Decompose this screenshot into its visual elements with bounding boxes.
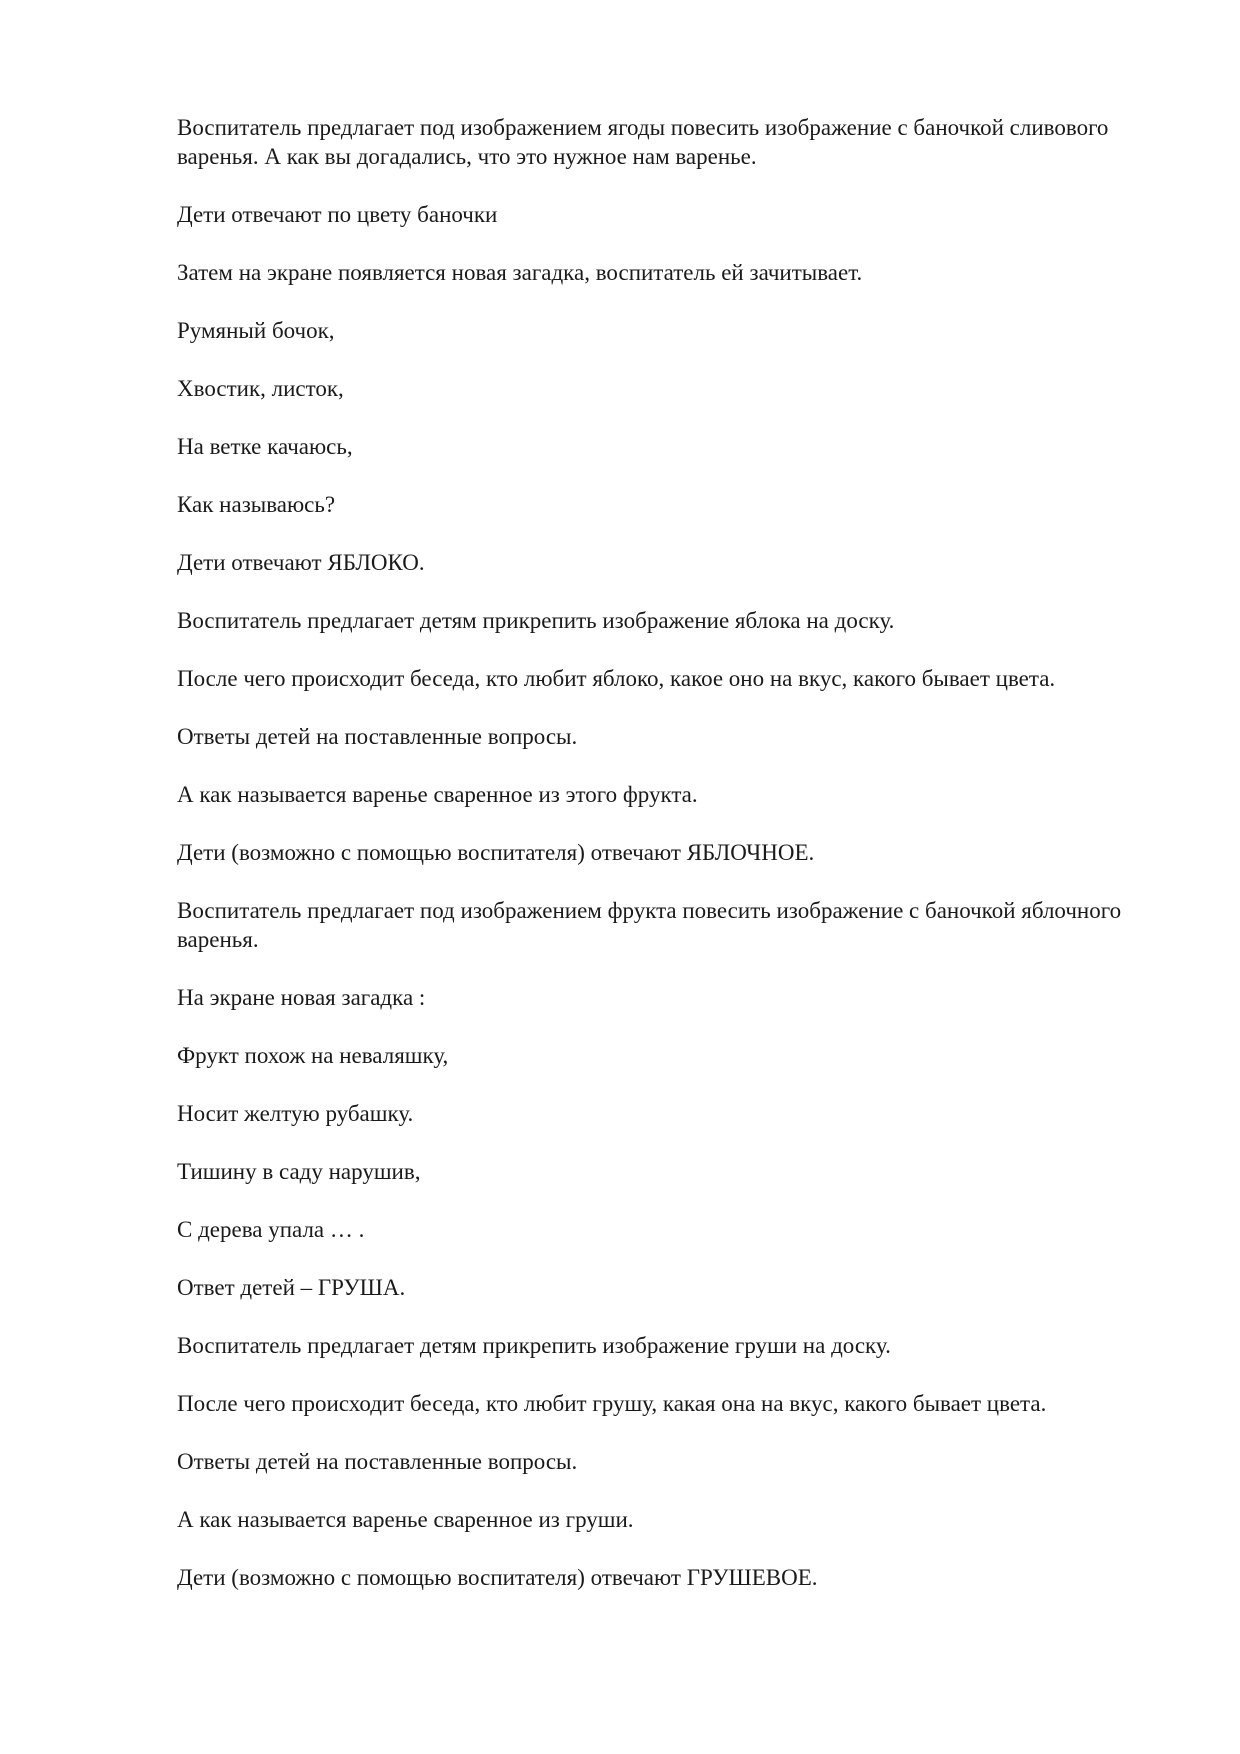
riddle-line: Фрукт похож на неваляшку, <box>177 1043 449 1068</box>
paragraph: Затем на экране появляется новая загадка, воспитатель ей зачитывает. <box>177 260 863 285</box>
paragraph: Дети отвечают ЯБЛОКО. <box>177 550 425 575</box>
riddle-line: Тишину в саду нарушив, <box>177 1159 421 1184</box>
paragraph: Воспитатель предлагает под изображением ягоды повесить изображение с баночкой сливового варенья. А как вы догадались, что это нужное нам варенье. <box>177 115 1109 169</box>
riddle-line: На ветке качаюсь, <box>177 434 353 459</box>
riddle-line: Хвостик, листок, <box>177 376 344 401</box>
paragraph: После чего происходит беседа, кто любит грушу, какая она на вкус, какого бывает цвета. <box>177 1391 1047 1416</box>
paragraph: Воспитатель предлагает под изображением фрукта повесить изображение с баночкой яблочного варенья. <box>177 898 1122 952</box>
riddle-line: Румяный бочок, <box>177 318 335 343</box>
paragraph: Ответ детей – ГРУША. <box>177 1275 406 1300</box>
paragraph: Дети отвечают по цвету баночки <box>177 202 498 227</box>
paragraph: А как называется варенье сваренное из этого фрукта. <box>177 782 698 807</box>
document-body <box>177 113 1167 1621</box>
paragraph: На экране новая загадка : <box>177 985 426 1010</box>
paragraph: Ответы детей на поставленные вопросы. <box>177 724 578 749</box>
paragraph: Воспитатель предлагает детям прикрепить изображение яблока на доску. <box>177 608 895 633</box>
paragraph: Воспитатель предлагает детям прикрепить изображение груши на доску. <box>177 1333 891 1358</box>
paragraph: Ответы детей на поставленные вопросы. <box>177 1449 578 1474</box>
riddle-line: С дерева упала … . <box>177 1217 365 1242</box>
riddle-line: Как называюсь? <box>177 492 336 517</box>
paragraph: А как называется варенье сваренное из груши. <box>177 1507 634 1532</box>
paragraph: После чего происходит беседа, кто любит яблоко, какое оно на вкус, какого бывает цвета. <box>177 666 1056 691</box>
riddle-line: Носит желтую рубашку. <box>177 1101 414 1126</box>
paragraph: Дети (возможно с помощью воспитателя) отвечают ГРУШЕВОЕ. <box>177 1565 818 1590</box>
paragraph: Дети (возможно с помощью воспитателя) отвечают ЯБЛОЧНОЕ. <box>177 840 815 865</box>
